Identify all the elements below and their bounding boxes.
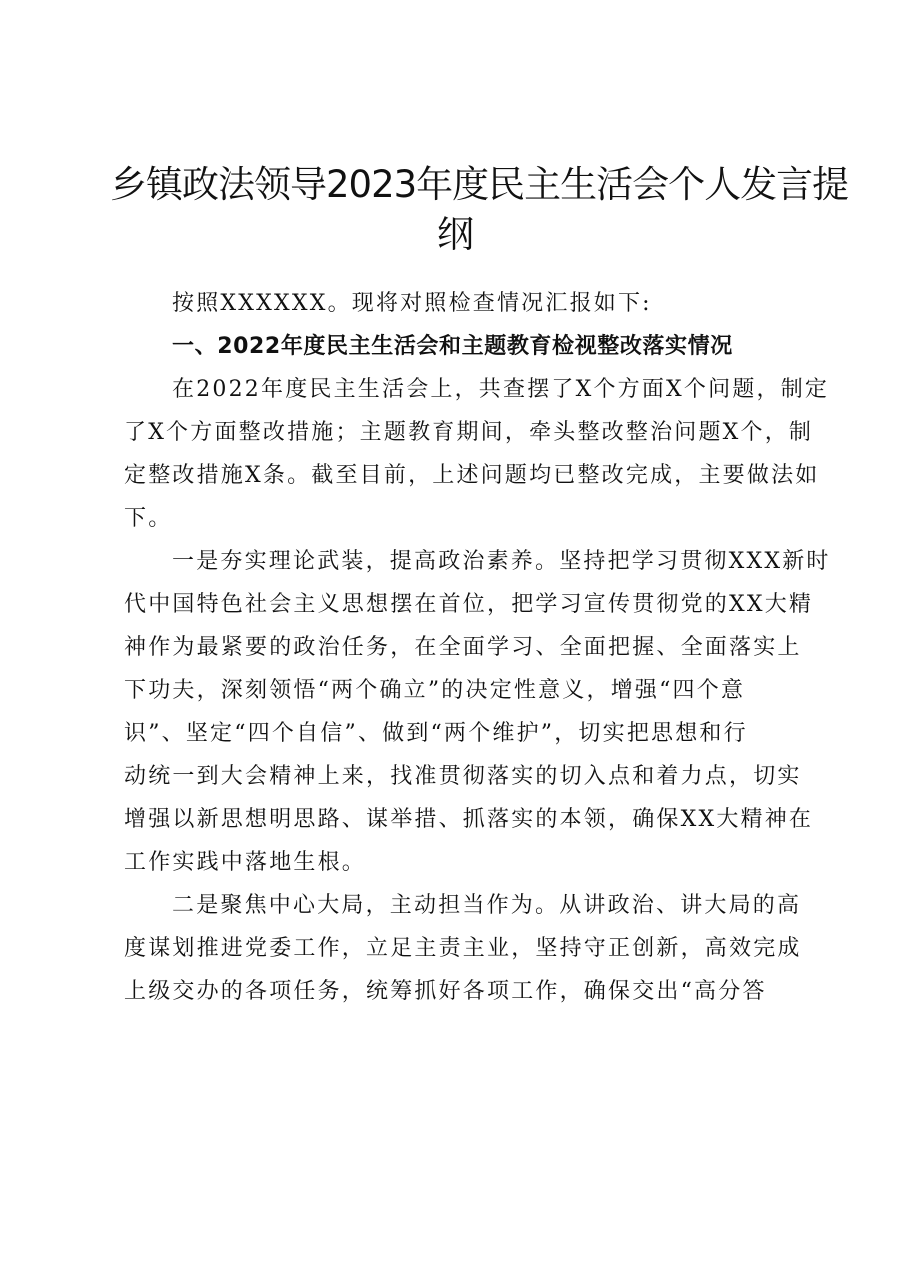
text-line: 工作实践中落地生根。 [124,850,367,875]
text-line: 识”、坚定“四个自信”、做到“两个维护”，切实把思想和行 [124,721,748,746]
text-line: 在2022年度民主生活会上，共查摆了X个方面X个问题，制定 [172,377,830,402]
text-line: 动统一到大会精神上来，找准贯彻落实的切入点和着力点，切实 [124,764,802,789]
text-line: 二是聚焦中心大局，主动担当作为。从讲政治、讲大局的高 [172,893,802,918]
text-line: 下功夫，深刻领悟“两个确立”的决定性意义，增强“四个意 [124,678,746,703]
paragraph-rectification-summary [124,368,830,540]
document-title [110,160,849,260]
document-body [124,282,831,1013]
text-line: 下。 [124,506,173,531]
text-line: 增强以新思想明思路、谋举措、抓落实的本领，确保XX大精神在 [124,807,814,832]
text-line: 定整改措施X条。截至目前，上述问题均已整改完成，主要做法如 [124,463,820,488]
title-line-2: 纲 [437,213,473,256]
text-line: 代中国特色社会主义思想摆在首位，把学习宣传贯彻党的XX大精 [124,592,814,617]
text-line: 神作为最紧要的政治任务，在全面学习、全面把握、全面落实上 [124,635,802,660]
paragraph-theory-study [124,540,831,884]
section-1-heading: 一、2022年度民主生活会和主题教育检视整改落实情况 [172,334,733,359]
title-line-1: 乡镇政法领导2023年度民主生活会个人发言提 [110,163,849,206]
text-line: 上级交办的各项任务，统筹抓好各项工作，确保交出“高分答 [124,979,767,1004]
text-line: 度谋划推进党委工作，立足主责主业，坚持守正创新，高效完成 [124,936,802,961]
text-line: 一是夯实理论武装，提高政治素养。坚持把学习贯彻XXX新时 [172,549,831,574]
text-line: 了X个方面整改措施；主题教育期间，牵头整改整治问题X个，制 [124,420,814,445]
intro-paragraph: 按照XXXXXX。现将对照检查情况汇报如下: [172,291,652,316]
paragraph-central-work [124,884,814,1013]
